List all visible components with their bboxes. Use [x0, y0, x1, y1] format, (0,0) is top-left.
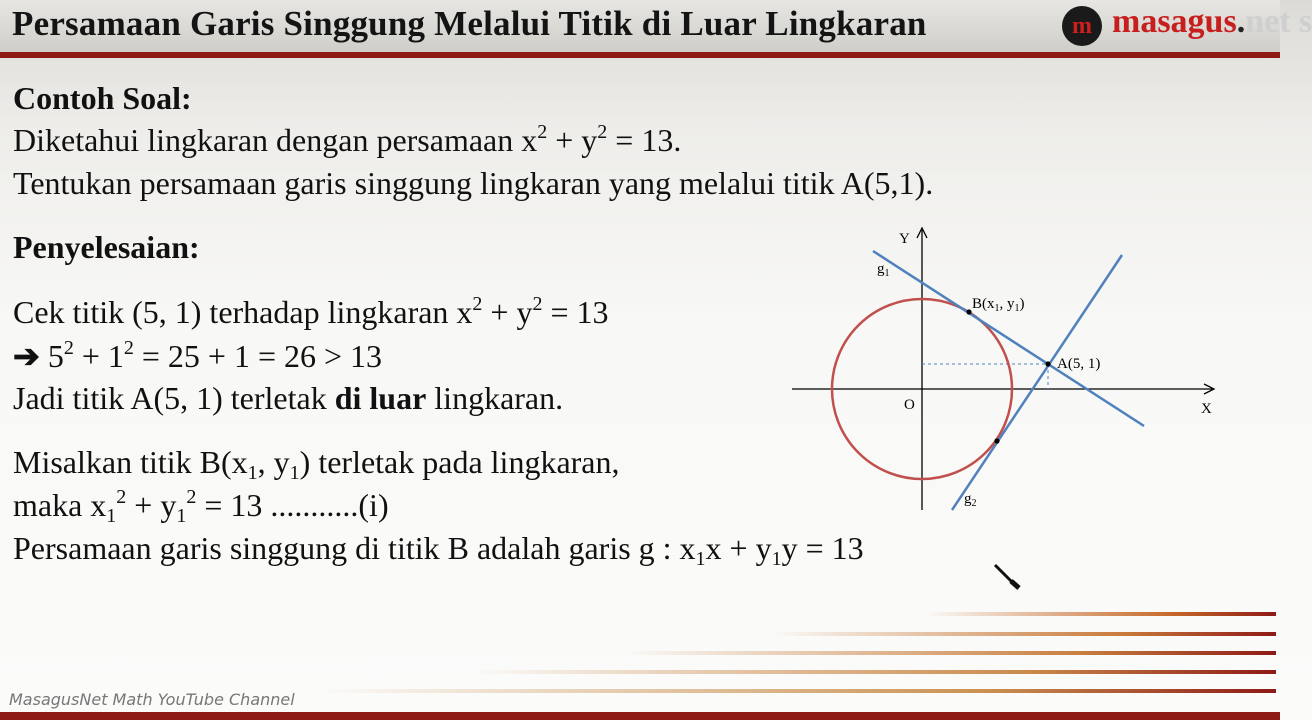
line-g2-label: $g_2$ [964, 491, 977, 509]
axis-x-label: X [1201, 401, 1212, 417]
title-divider [0, 52, 1280, 58]
page-title: Persamaan Garis Singgung Melalui Titik di Luar Lingkaran [12, 4, 927, 43]
point-b-dot [966, 309, 971, 314]
tangent-line-g2 [952, 255, 1122, 510]
point-c-dot [994, 438, 999, 443]
conclusion-line: Jadi titik A(5, 1) terletak di luar lingkaran. [13, 380, 564, 416]
origin-label: O [904, 397, 915, 413]
footer-bar [0, 712, 1280, 720]
tangent-diagram [780, 220, 1230, 520]
tangent-equation-line: Persamaan garis singgung di titik B adalah garis g : $x_1x + y_1y = 13$ [13, 530, 864, 570]
heading-solution: Penyelesaian: [13, 229, 200, 265]
logo [1062, 3, 1312, 46]
equation-i-line: maka $x_1^2 + y_1^2 = 13$ ...........(i) [13, 486, 389, 527]
problem-line-2: Tentukan persamaan garis singgung lingkaran yang melalui titik A(5,1). [13, 165, 934, 201]
footer-channel: MasagusNet Math YouTube Channel [9, 690, 295, 709]
arrow-icon: ➔ [13, 338, 40, 374]
suppose-line: Misalkan titik $B(x_1$, $y_1$) terletak pada lingkaran, [13, 444, 620, 484]
point-a-label: A(5, 1) [1057, 356, 1101, 372]
logo-icon: m [1062, 6, 1102, 46]
check-line: Cek titik (5, 1) terhadap lingkaran $x^2 + y^2 = 13$ [13, 293, 609, 330]
axis-y-label: Y [899, 231, 910, 247]
logo-text: masagus.net s [1112, 3, 1312, 40]
line-g1-label: $g_1$ [877, 261, 890, 279]
point-b-label: $B(x_1$, $y_1$) [972, 296, 1025, 314]
pen-cursor-icon [993, 563, 1023, 593]
point-a-dot [1045, 361, 1050, 366]
problem-line-1: Diketahui lingkaran dengan persamaan $x^2 + y^2 = 13$. [13, 121, 682, 158]
title-bar [0, 0, 1312, 52]
calculation-line: ➔ $5^2 + 1^2 = 25 + 1 = 26 > 13$ [13, 337, 383, 374]
heading-example: Contoh Soal: [13, 80, 192, 116]
